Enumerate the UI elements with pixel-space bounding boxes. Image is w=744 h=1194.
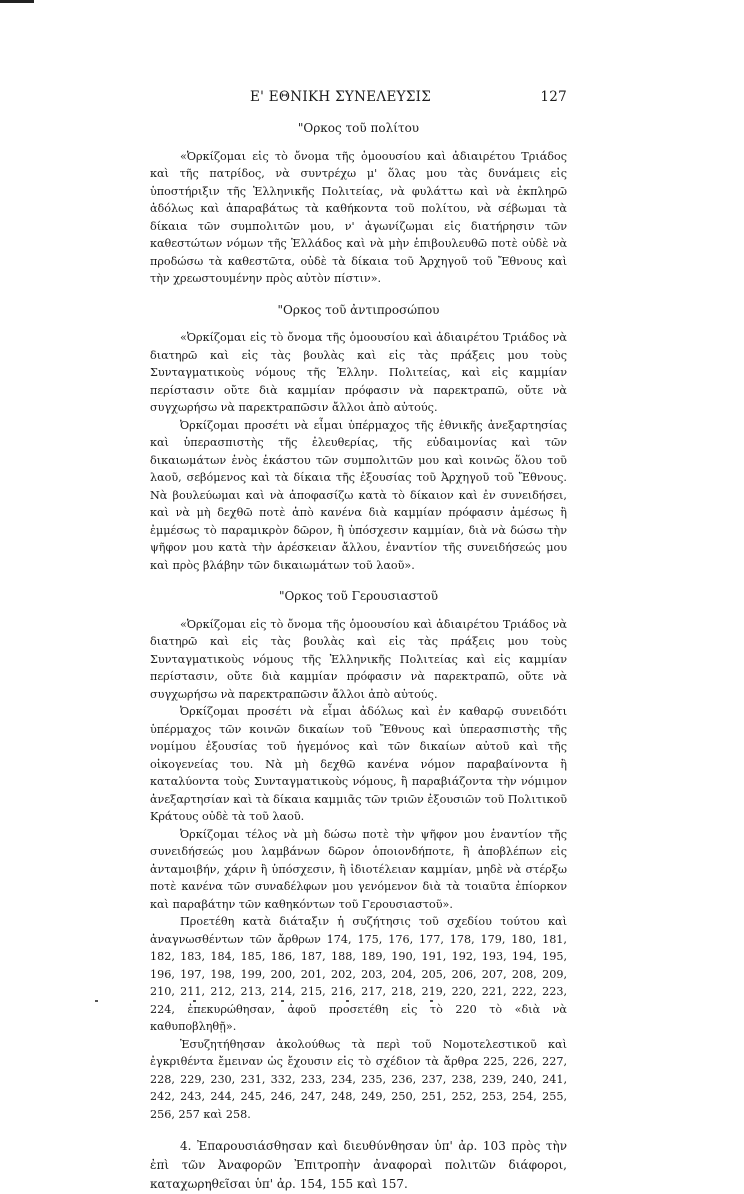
page-body: [150, 120, 567, 1194]
heading-senator-oath: "Ορκος τοῦ Γερουσιαστοῦ: [278, 589, 439, 603]
scan-dust-marks: [0, 1000, 744, 1004]
senator-oath-paragraph: «Ὀρκίζομαι εἰς τὸ ὄνομα τῆς ὁμοουσίου καὶ ἀδιαιρέτου Τριάδος νὰ διατηρῶ καὶ εἰς τὰς βουλὰς καὶ εἰς τὰς πράξεις μου τοὺς Συνταγματικοὺς νόμους τῆς Ἑλληνικῆς Πολιτείας καὶ εἰς καμμίαν περίστασιν, οὔτε διὰ καμμίαν πρόφασιν νὰ παρεκτραπῶ, οὔτε νὰ συγχωρήσω νὰ παρεκτραπῶσιν ἄλλοι ἀπὸ αὐτούς.: [150, 617, 567, 701]
articles-ratified-paragraph: Προετέθη κατὰ διάταξιν ἡ συζήτησις τοῦ σχεδίου τούτου καὶ ἀναγνωσθέντων τῶν ἄρθρων 174, 175, 176, 177, 178, 179, 180, 181, 182, 183, 184, 185, 186, 187, 188, 189, 190, 191, 192, 193, 194, 195, 196, 197, 198, 199, 200, 201, 202, 203, 204, 205, 206, 207, 208, 209, 210, 211, 212, 213, 214, 215, 216, 217, 218, 219, 220, 221, 222, 223, 224, ἐπεκυρώθησαν, ἀφοῦ προσετέθη εἰς τὸ 220 τὸ «διὰ νὰ καθυποβληθῇ».: [150, 915, 567, 1033]
heading-representative-oath: "Ορκος τοῦ ἀντιπροσώπου: [277, 302, 440, 317]
scan-edge-mark: [0, 0, 34, 3]
citizen-oath-text: «Ὀρκίζομαι εἰς τὸ ὄνομα τῆς ὁμοουσίου καὶ ἀδιαιρέτου Τριάδος καὶ τῆς πατρίδος, νὰ συντρέχω μ' ὅλας μου τὰς δυνάμεις εἰς ὑποστήριξιν τῆς Ἑλληνικῆς Πολιτείας, νὰ φυλάττω καὶ νὰ ἐκπληρῶ ἀδόλως καὶ ἀπαραβάτως τὰ καθήκοντα τοῦ πολίτου, νὰ σέβωμαι τὰ δίκαια τῶν συμπολιτῶν μου, ν' ἀγωνίζωμαι εἰς διατήρησιν τῶν καθεστώτων νόμων τῆς Ἑλλάδος καὶ νὰ μὴν ἐπιβουλευθῶ ποτὲ οὐδὲ νὰ προδώσω τὰ καθεστῶτα, οὐδὲ τὰ δίκαια τοῦ Ἀρχηγοῦ τοῦ Ἔθνους καὶ τὴν χρεωστουμένην πρὸς αὐτὸν πίστιν».: [150, 149, 567, 285]
heading-citizen-oath: "Ορκος τοῦ πολίτου: [297, 121, 420, 135]
page-header: [150, 89, 567, 111]
executive-articles-paragraph: Ἐσυζητήθησαν ἀκολούθως τὰ περὶ τοῦ Νομοτελεστικοῦ καὶ ἐγκριθέντα ἔμειναν ὡς ἔχουσιν εἰς τὸ σχέδιον τὰ ἄρθρα 225, 226, 227, 228, 229, 230, 231, 332, 233, 234, 235, 236, 237, 238, 239, 240, 241, 242, 243, 244, 245, 246, 247, 248, 249, 250, 251, 252, 253, 254, 255, 256, 257 καὶ 258.: [150, 1037, 567, 1121]
representative-oath-paragraph: «Ὀρκίζομαι εἰς τὸ ὄνομα τῆς ὁμοουσίου καὶ ἀδιαιρέτου Τριάδος νὰ διατηρῶ καὶ εἰς τὰς βουλὰς καὶ εἰς τὰς πράξεις μου τοὺς Συνταγματικοὺς νόμους τῆς Ἑλλην. Πολιτείας, καὶ εἰς καμμίαν περίστασιν οὔτε διὰ καμμίαν πρόφασιν νὰ παρεκτραπῶ, οὔτε νὰ συγχωρήσω νὰ παρεκτραπῶσιν ἄλλοι ἀπὸ αὐτούς.: [150, 331, 567, 414]
running-title: Ε' ΕΘΝΙΚΗ ΣΥΝΕΛΕΥΣΙΣ: [250, 89, 432, 105]
senator-oath-paragraph: Ὀρκίζομαι τέλος νὰ μὴ δώσω ποτὲ τὴν ψῆφον μου ἐναντίον τῆς συνειδήσεώς μου λαμβάνων δῶρον ὁποιονδήποτε, ἢ ἀποβλέπων εἰς ἀνταμοιβήν, χάριν ἢ ὑπόσχεσιν, ἢ ἰδιοτέλειαν καμμίαν, μηδὲ νὰ στέρξω ποτὲ κανένα τῶν συναδέλφων μου γενόμενον διὰ τὰ τοιαῦτα ἐπίορκον καὶ παραβάτην τῶν καθηκόντων τοῦ Γερουσιαστοῦ».: [150, 827, 567, 911]
page-number: 127: [540, 89, 567, 105]
senator-oath-paragraph: Ὀρκίζομαι προσέτι νὰ εἶμαι ἀδόλως καὶ ἐν καθαρῷ συνειδότι ὑπέρμαχος τῶν κοινῶν δικαίων τοῦ Ἔθνους καὶ ὑπερασπιστὴς τῆς νομίμου ἐξουσίας τοῦ ἡγεμόνος καὶ τῶν δικαίων αὐτοῦ καὶ τῆς οἰκογενείας του. Νὰ μὴ δεχθῶ κανένα νόμον παραβαίνοντα ἢ καταλύοντα τοὺς Συνταγματικοὺς νόμους, ἢ παραβιάζοντα τὴν νόμιμον ἀνεξαρτησίαν καὶ τὰ δίκαια καμμιᾶς τῶν τριῶν ἐξουσιῶν τοῦ Πολιτικοῦ Κράτους οὐδὲ τὰ τοῦ λαοῦ.: [150, 705, 567, 823]
section-4-paragraph: 4. Ἐπαρουσιάσθησαν καὶ διευθύνθησαν ὑπ' ἀρ. 103 πρὸς τὴν ἐπὶ τῶν Ἀναφορῶν Ἐπιτροπὴν ἀναφοραὶ πολιτῶν διάφοροι, καταχωρηθεῖσαι ὑπ' ἀρ. 154, 155 καὶ 157.: [150, 1139, 567, 1191]
representative-oath-paragraph: Ὀρκίζομαι προσέτι νὰ εἶμαι ὑπέρμαχος τῆς ἐθνικῆς ἀνεξαρτησίας καὶ ὑπερασπιστὴς τῆς ἐλευθερίας, τῆς εὐδαιμονίας καὶ τῶν δικαιωμάτων ἑνὸς ἑκάστου τῶν συμπολιτῶν μου καὶ κοινῶς ὅλου τοῦ λαοῦ, σεβόμενος καὶ τὰ δίκαια τῆς ἐξουσίας τοῦ Ἀρχηγοῦ τοῦ Ἔθνους. Νὰ βουλεύωμαι καὶ νὰ ἀποφασίζω κατὰ τὸ δίκαιον καὶ ἐν συνειδήσει, καὶ νὰ μὴ δεχθῶ ποτὲ ἀπὸ κανένα διὰ καμμίαν πρόφασιν ἀμέσως ἢ ἐμμέσως τὸ παραμικρὸν δῶρον, ἢ ὑπόσχεσιν καμμίαν, διὰ νὰ δώσω τὴν ψῆφον μου κατὰ τὴν ἀρέσκειαν ἄλλου, ἐναντίον τῆς συνειδήσεώς μου καὶ πρὸς βλάβην τῶν δικαιωμάτων τοῦ λαοῦ».: [150, 418, 567, 572]
